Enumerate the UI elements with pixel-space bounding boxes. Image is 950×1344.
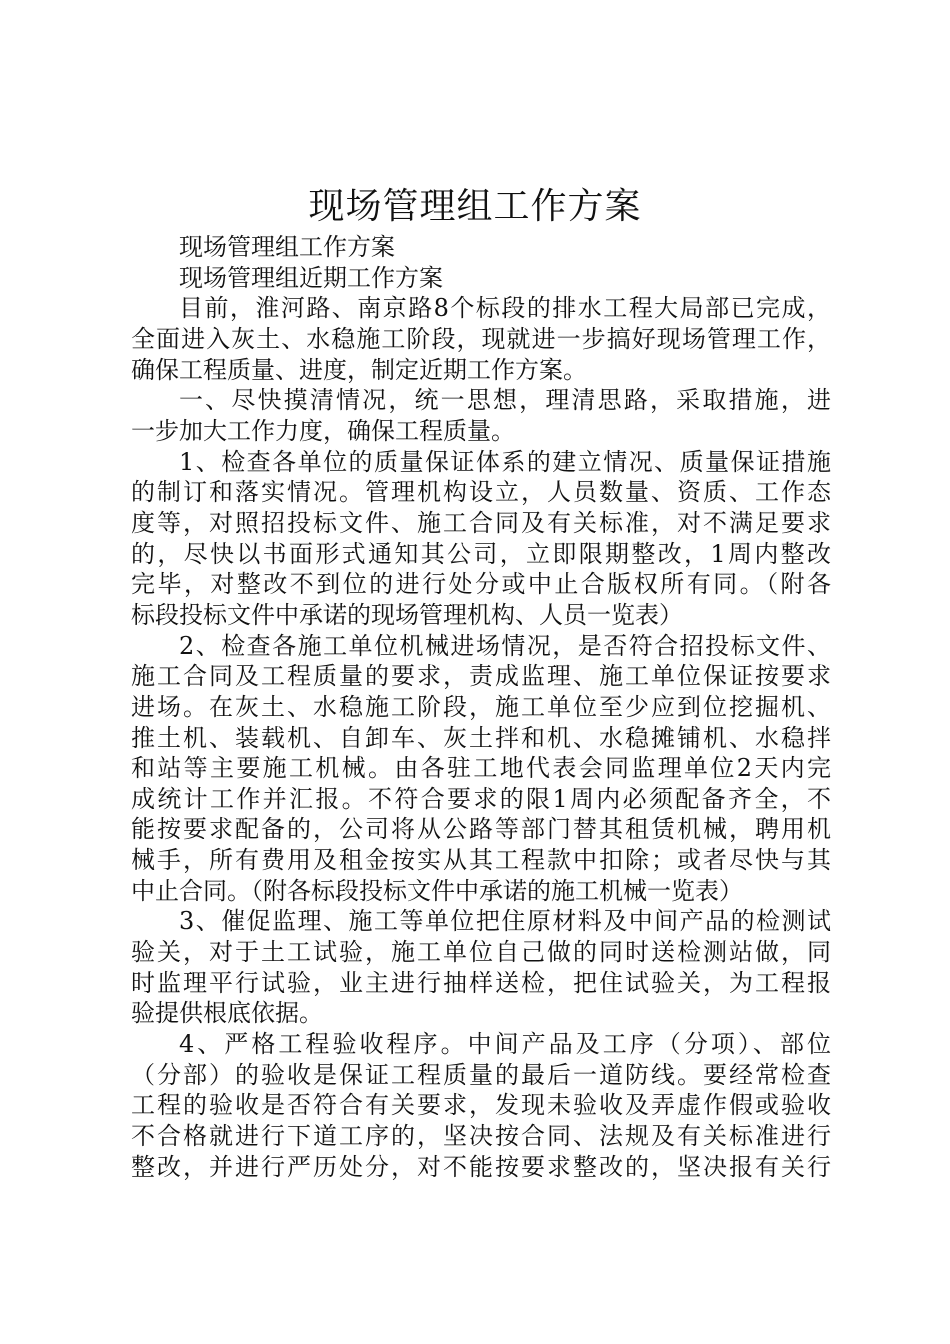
- text-line: 一、尽快摸清情况，统一思想，理清思路，采取措施，进: [179, 386, 831, 415]
- text-line: 和站等主要施工机械。由各驻工地代表会同监理单位2天内完: [131, 754, 831, 783]
- text-line: 完毕，对整改不到位的进行处分或中止合版权所有同。（附各: [131, 570, 831, 599]
- text-line: 时监理平行试验，业主进行抽样送检，把住试验关，为工程报: [131, 968, 831, 997]
- text-line: 不合格就进行下道工序的，坚决按合同、法规及有关标准进行: [131, 1122, 831, 1151]
- text-line: 4、严格工程验收程序。中间产品及工序（分项）、部位: [179, 1030, 831, 1059]
- paragraph: [131, 263, 831, 294]
- text-line: 现场管理组近期工作方案: [179, 263, 443, 292]
- paragraph: [131, 1029, 831, 1182]
- paragraph: [131, 232, 831, 263]
- document-body: [131, 232, 831, 1182]
- text-line: 能按要求配备的，公司将从公路等部门替其租赁机械，聘用机: [131, 815, 831, 844]
- text-line: 全面进入灰土、水稳施工阶段，现就进一步搞好现场管理工作，: [131, 324, 831, 353]
- text-line: 工程的验收是否符合有关要求，发现未验收及弄虚作假或验收: [131, 1091, 831, 1120]
- text-line: 目前，淮河路、南京路8个标段的排水工程大局部已完成，: [179, 294, 831, 323]
- paragraph: [131, 293, 831, 385]
- text-line: 确保工程质量、进度，制定近期工作方案。: [131, 355, 587, 384]
- text-line: 度等，对照招投标文件、施工合同及有关标准，对不满足要求: [131, 508, 831, 537]
- text-line: 的制订和落实情况。管理机构设立，人员数量、资质、工作态: [131, 478, 831, 507]
- text-line: 推土机、装载机、自卸车、灰土拌和机、水稳摊铺机、水稳拌: [131, 723, 831, 752]
- paragraph: [131, 385, 831, 446]
- text-line: （分部）的验收是保证工程质量的最后一道防线。要经常检查: [131, 1060, 831, 1089]
- text-line: 3、催促监理、施工等单位把住原材料及中间产品的检测试: [179, 907, 831, 936]
- paragraph: [131, 631, 831, 907]
- text-line: 进场。在灰土、水稳施工阶段，施工单位至少应到位挖掘机、: [131, 692, 831, 721]
- text-line: 施工合同及工程质量的要求，责成监理、施工单位保证按要求: [131, 662, 831, 691]
- text-line: 验提供根底依据。: [131, 999, 323, 1028]
- text-line: 现场管理组工作方案: [179, 233, 395, 261]
- text-line: 的，尽快以书面形式通知其公司，立即限期整改，1周内整改: [131, 539, 831, 568]
- text-line: 2、检查各施工单位机械进场情况，是否符合招投标文件、: [179, 631, 831, 660]
- text-line: 整改，并进行严历处分，对不能按要求整改的，坚决报有关行: [131, 1152, 831, 1181]
- text-line: 1、检查各单位的质量保证体系的建立情况、质量保证措施: [179, 447, 831, 476]
- paragraph: [131, 447, 831, 631]
- text-line: 中止合同。（附各标段投标文件中承诺的施工机械一览表）: [131, 876, 743, 905]
- text-line: 验关，对于土工试验，施工单位自己做的同时送检测站做，同: [131, 938, 831, 967]
- document-title: 现场管理组工作方案: [308, 186, 642, 227]
- text-line: 械手，所有费用及租金按实从其工程款中扣除；或者尽快与其: [131, 846, 831, 875]
- text-line: 成统计工作并汇报。不符合要求的限1周内必须配备齐全，不: [131, 784, 831, 813]
- paragraph: [131, 906, 831, 1029]
- text-line: 一步加大工作力度，确保工程质量。: [131, 416, 515, 445]
- text-line: 标段投标文件中承诺的现场管理机构、人员一览表）: [131, 600, 683, 629]
